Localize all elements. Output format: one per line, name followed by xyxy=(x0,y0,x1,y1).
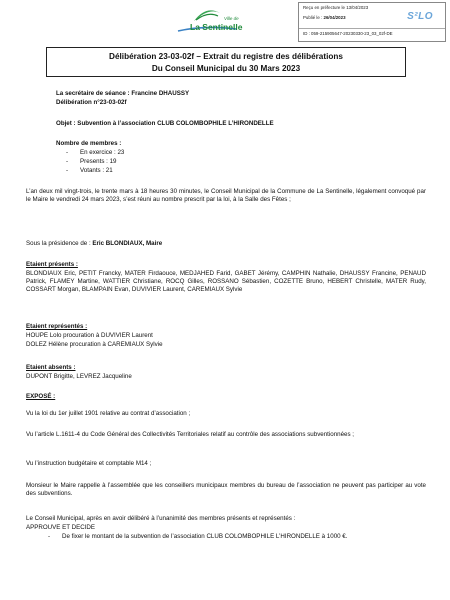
document-title xyxy=(46,47,406,77)
secretary-line: La secrétaire de séance : Francine DHAUSSY xyxy=(56,90,190,97)
stamp-received: Reçu en préfecture le 13/04/2023 xyxy=(303,5,369,10)
expose-loi: Vu la loi du 1er juillet 1901 relative au contrat d’association ; xyxy=(26,410,191,417)
presidency-name: Eric BLONDIAUX, Maire xyxy=(92,240,163,247)
stamp-id: ID : 059-215905647-20230330-23_03_02f-DE xyxy=(303,31,393,36)
members-present: - Presents : 19 xyxy=(80,158,116,166)
represented-heading: Etaient représentés : xyxy=(26,323,88,330)
present-list: BLONDIAUX Eric, PETIT Francky, MATER Firdaouce, MEDJAHED Farid, GABET Jérémy, CAMPHIN Nathalie, DHAUSSY Francine, PENAUD Patrick, FLAMEY Martine, WATTIER Christiane, ROCQ Gilles, ROSSANO Sébastien, COZETTE Bruno, HEBERT Christelle, MATER Rudy, COSSART Morgan, BLAMPAIN Evan, DUVIVIER Laurent, CAREMIAUX Sylvie xyxy=(26,270,426,294)
expose-approuve: APPROUVE ET DECIDE xyxy=(26,524,95,531)
expose-conseil: Le Conseil Municipal, après en avoir délibéré à l’unanimité des membres présents et représentés : xyxy=(26,515,296,522)
logo-ville-text: Ville de xyxy=(224,16,239,21)
stamp-published-date: 26/04/2023 xyxy=(323,15,346,20)
presidency-line xyxy=(26,240,162,248)
expose-instruction: Vu l’instruction budgétaire et comptable M14 ; xyxy=(26,460,152,467)
represented-item-1: HOUPE Lolo procuration à DUVIVIER Laurent xyxy=(26,332,153,339)
expose-decision: - De fixer le montant de la subvention de l’association CLUB COLOMBOPHILE L’HIRONDELLE à 1000 €. xyxy=(62,533,402,541)
object-line: Objet : Subvention à l’association CLUB COLOMBOPHILE L’HIRONDELLE xyxy=(56,120,274,127)
stamp-published-prefix: Publié le : xyxy=(303,15,323,20)
expose-maire: Monsieur le Maire rappelle à l’assemblée que les conseillers municipaux membres du bureau de l’association ne peuvent pas participer au vote des subventions. xyxy=(26,482,426,498)
logo-town-name: La Sentinelle xyxy=(190,22,243,32)
town-logo xyxy=(148,3,260,35)
members-in-office: - En exercice : 23 xyxy=(80,149,124,157)
prefecture-stamp xyxy=(298,2,446,42)
presidency-prefix: Sous la présidence de : xyxy=(26,240,93,247)
members-voting: - Votants : 21 xyxy=(80,167,113,175)
deliberation-number: Délibération n°23-03-02f xyxy=(56,99,127,106)
stamp-divider xyxy=(299,28,445,29)
absent-heading: Etaient absents : xyxy=(26,364,76,371)
stamp-published xyxy=(303,15,346,21)
absent-list: DUPONT Brigitte, LEVREZ Jacqueline xyxy=(26,373,132,380)
intro-paragraph: L’an deux mil vingt-trois, le trente mars à 18 heures 30 minutes, le Conseil Municipal de la Commune de La Sentinelle, légalement convoqué par le Maire le vendredi 24 mars 2023, s’est réuni au nombre prescrit par la loi, à la Salle des Fêtes ; xyxy=(26,188,426,204)
present-heading: Etaient présents : xyxy=(26,261,78,268)
members-heading: Nombre de membres : xyxy=(56,140,122,147)
expose-article: Vu l’article L.1611-4 du Code Général des Collectivités Territoriales relatif au contrôle des associations subventionnées ; xyxy=(26,431,354,438)
stamp-brand-logo: S²LO xyxy=(407,11,433,22)
expose-heading: EXPOSÉ : xyxy=(26,393,56,400)
represented-item-2: DOLEZ Hélène procuration à CAREMIAUX Sylvie xyxy=(26,341,163,348)
title-line-2: Du Conseil Municipal du 30 Mars 2023 xyxy=(151,64,301,73)
title-line-1: Délibération 23-03-02f – Extrait du registre des délibérations xyxy=(109,52,343,61)
